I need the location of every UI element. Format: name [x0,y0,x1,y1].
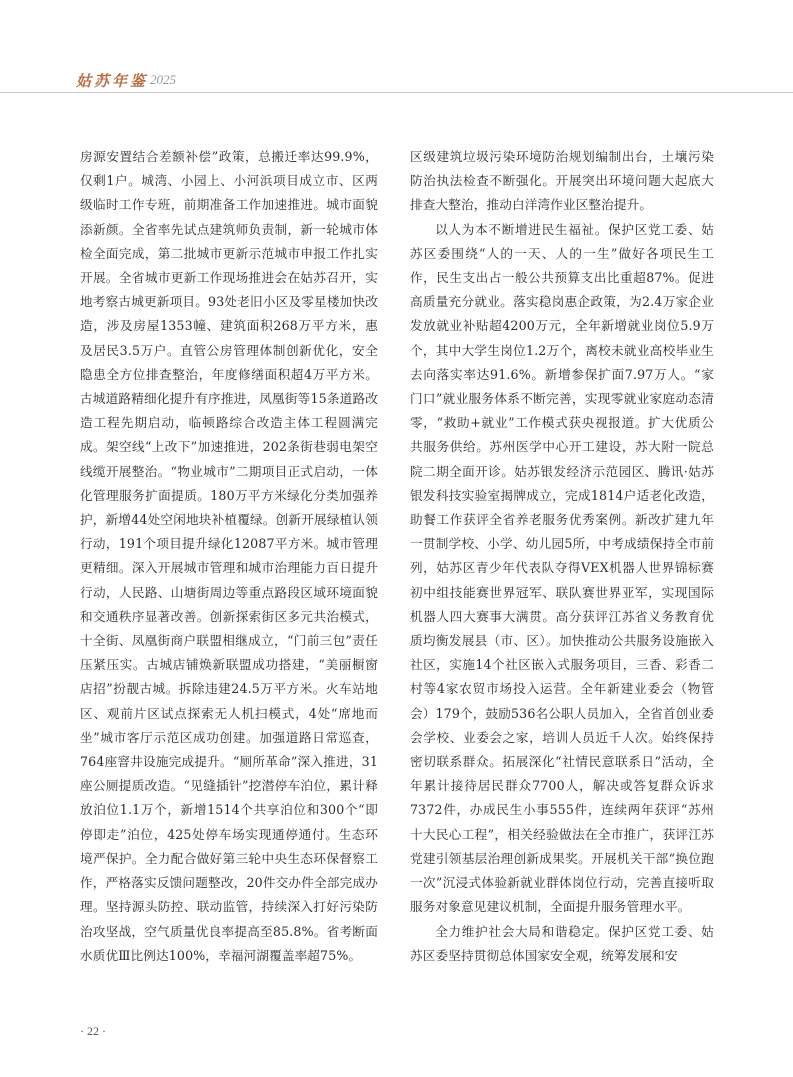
paragraph: 房源安置结合差额补偿”政策，总搬迁率达99.9%，仅剩1户。城湾、小园上、小河浜项目成立市、区两级临时工作专班，前期准备工作加速推进。城市面貌添新颜。全省率先试点建筑师负责制，新一轮城市体检全面完成，第二批城市更新示范城市申报工作扎实开展。全省城市更新工作现场推进会在姑苏召开，实地考察古城更新项目。93处老旧小区及零星楼加快改造，涉及房屋1353幢、建筑面积268万平方米，惠及居民3.5万户。直管公房管理体制创新优化，安全隐患全方位排查整治，年度修缮面积超4万平方米。古城道路精细化提升有序推进，凤凰街等15条道路改造工程先期启动，临顿路综合改造主体工程圆满完成。架空线“上改下”加速推进，202条街巷弱电架空线缆开展整治。“物业城市”二期项目正式启动，一体化管理服务扩面提质。180万平方米绿化分类加强养护，新增44处空闲地块补植覆绿。创新开展绿植认领行动，191个项目提升绿化12087平方米。城市管理更精细。深入开展城市管理和城市治理能力百日提升行动，人民路、山塘街周边等重点路段区域环境面貌和交通秩序显著改善。创新探索街区多元共治模式，十全街、凤凰街商户联盟相继成立，“门前三包”责任压紧压实。古城店铺焕新联盟成功搭建，“美丽橱窗店招”扮靓古城。拆除违建24.5万平方米。火车站地区、观前片区试点探索无人机扫模式，4处“席地而坐”城市客厅示范区成功创建。加强道路日常巡查，764座窨井设施完成提升。“厕所革命”深入推进，31座公厕提质改造。“见缝插针”挖潜停车泊位，累计释放泊位1.1万个，新增1514个共享泊位和300个“即停即走”泊位，425处停车场实现通停通付。生态环境严保护。全力配合做好第三轮中央生态环保督察工作，严格落实反馈问题整改，20件交办件全部完成办理。坚持源头防控、联动监管，持续深入打好污染防治攻坚战，空气质量优良率提高至85.8%。省考断面水质优Ⅲ比例达100%，幸福河湖覆盖率超75%。 [80,149,378,963]
running-header [0,62,793,93]
text-column-right [410,145,714,968]
yearbook-logo: 姑苏年鉴 [76,72,149,90]
paragraph: 全力维护社会大局和谐稳定。保护区党工委、姑苏区委坚持贯彻总体国家安全观，统筹发展和安 [410,923,714,963]
text-column-left [80,145,378,968]
header-year: 2025 [150,72,176,87]
paragraph: 以人为本不断增进民生福祉。保护区党工委、姑苏区委围绕“人的一天、人的一生”做好各项民生工作，民生支出占一般公共预算支出比重超87%。促进高质量充分就业。落实稳岗惠企政策，为2.4万家企业发放就业补贴超4200万元，全年新增就业岗位5.9万个，其中大学生岗位1.2万个，离校未就业高校毕业生去向落实率达91.6%。新增参保扩面7.97万人。“家门口”就业服务体系不断完善，实现零就业家庭动态清零，“救助+就业”工作模式获央视报道。扩大优质公共服务供给。苏州医学中心开工建设，苏大附一院总院二期全面开诊。姑苏银发经济示范园区、腾讯·姑苏银发科技实验室揭牌成立，完成1814户适老化改造，助餐工作获评全省养老服务优秀案例。新改扩建九年一贯制学校、小学、幼儿园5所，中考成绩保持全市前列，姑苏区青少年代表队夺得VEX机器人世界锦标赛初中组技能赛世界冠军、联队赛世界亚军，实现国际机器人四大赛事大满贯。高分获评江苏省义务教育优质均衡发展县（市、区）。加快推动公共服务设施嵌入社区，实施14个社区嵌入式服务项目，三香、彩香二村等4家农贸市场投入运营。全年新建业委会（物管会）179个，鼓励536名公职人员加入，全省首创业委会学校、业委会之家，培训人员近千人次。始终保持密切联系群众。拓展深化“社情民意联系日”活动，全年累计接待居民群众7700人，解决或答复群众诉求7372件，办成民生小事555件，连续两年获评“苏州十大民心工程”，相关经验做法在全市推广，获评江苏党建引领基层治理创新成果奖。开展机关干部“换位跑一次”沉浸式体验新就业群体岗位行动，完善直接听取服务对象意见建议机制，全面提升服务管理水平。 [410,221,714,915]
page-number: · 22 · [80,1024,106,1038]
paragraph: 区级建筑垃圾污染环境防治规划编制出台，土壤污染防治执法检查不断强化。开展突出环境问题大起底大排查大整治，推动白洋湾作业区整治提升。 [410,149,714,213]
